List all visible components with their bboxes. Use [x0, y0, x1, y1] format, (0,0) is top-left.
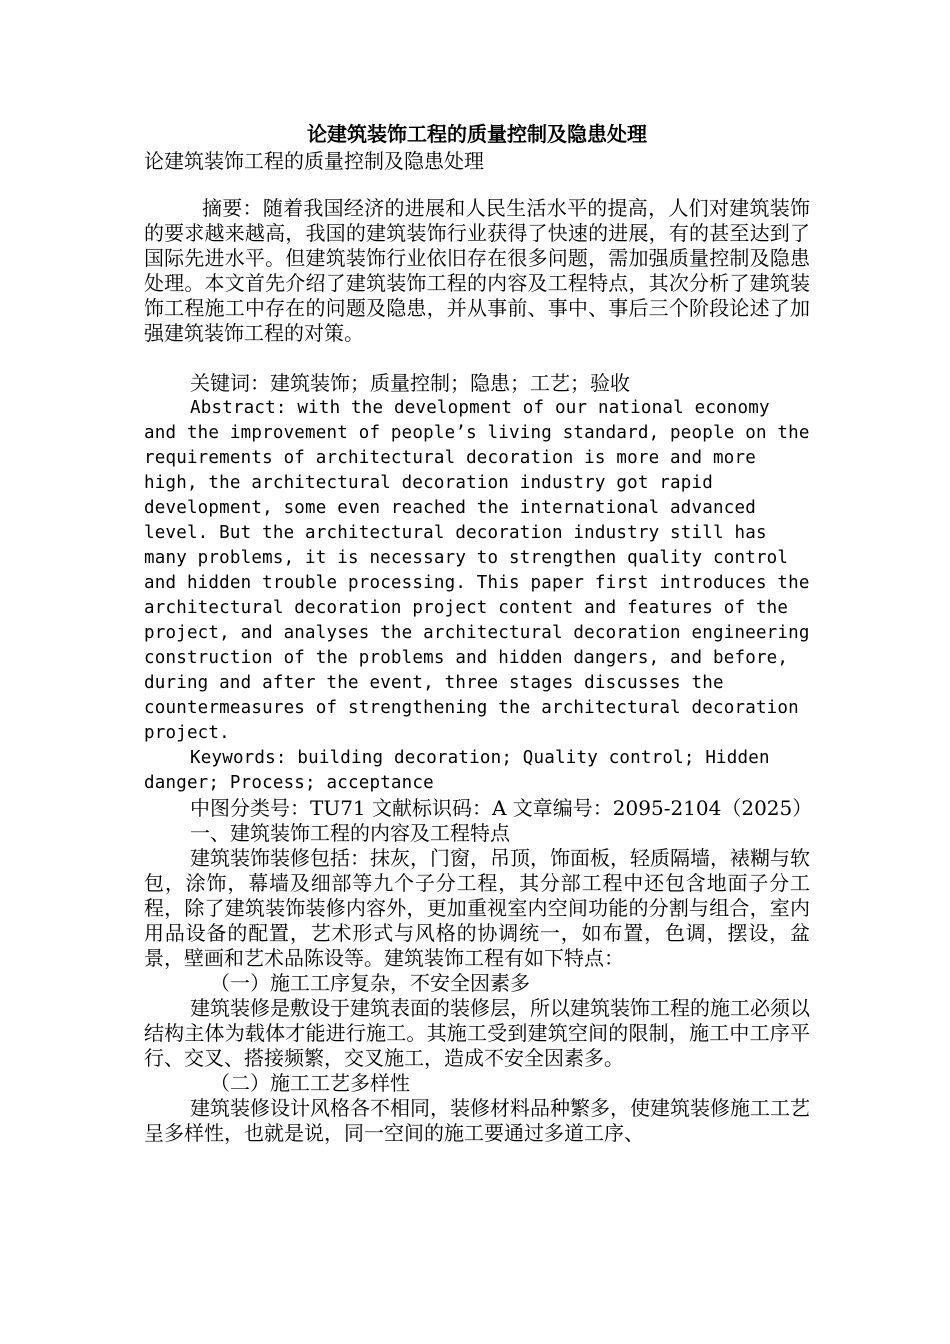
subsection-heading: （一）施工工序复杂，不安全因素多: [210, 971, 530, 995]
document-title: 论建筑装饰工程的质量控制及隐患处理: [307, 122, 647, 146]
subsection-paragraph: 建筑装修是敷设于建筑表面的装修层，所以建筑装饰工程的施工必须以结构主体为载体才能进行施工。其施工受到建筑空间的限制，施工中工序平行、交叉、搭接频繁，交叉施工，造成不安全因素多。: [144, 996, 810, 1070]
keywords-en: Keywords: building decoration; Quality control; Hidden danger; Process; acceptance: [144, 748, 770, 793]
document-subtitle: 论建筑装饰工程的质量控制及隐患处理: [144, 149, 484, 173]
classification-line: 中图分类号：TU71 文献标识码：A 文章编号：2095-2104（2025）: [190, 796, 813, 820]
subsection-heading: （二）施工工艺多样性: [210, 1071, 410, 1095]
abstract-en: Abstract: with the development of our national economy and the improvement of people’s living standard, people on the requirements of architectural decoration is more and more high, the architectural decoration industry got rapid development, some even reached the international advanced level. But the architectural decoration industry still has many problems, it is necessary to strengthen quality control and hidden trouble processing. This paper first introduces the architectural decoration project content and features of the project, and analyses the architectural decoration engineering construction of the problems and hidden dangers, and before, during and after the event, three stages discusses the countermeasures of strengthening the architectural decoration project.: [144, 398, 810, 743]
section-paragraph: 建筑装饰装修包括：抹灰，门窗，吊顶，饰面板，轻质隔墙，裱糊与软包，涂饰，幕墙及细部等九个子分工程，其分部工程中还包含地面子分工程，除了建筑装饰装修内容外，更加重视室内空间功能的分割与组合，室内用品设备的配置，艺术形式与风格的协调统一，如布置，色调，摆设，盆景，壁画和艺术品陈设等。建筑装饰工程有如下特点：: [144, 846, 810, 970]
section-heading: 一、建筑装饰工程的内容及工程特点: [190, 821, 510, 845]
subsection-paragraph: 建筑装修设计风格各不相同，装修材料品种繁多，使建筑装修施工工艺呈多样性，也就是说，同一空间的施工要通过多道工序、: [144, 1096, 810, 1145]
keywords-cn: 关键词：建筑装饰；质量控制；隐患；工艺；验收: [190, 371, 630, 395]
abstract-cn: 摘要：随着我国经济的进展和人民生活水平的提高，人们对建筑装饰的要求越来越高，我国的建筑装饰行业获得了快速的进展，有的甚至达到了国际先进水平。但建筑装饰行业依旧存在很多问题，需加强质量控制及隐患处理。本文首先介绍了建筑装饰工程的内容及工程特点，其次分析了建筑装饰工程施工中存在的问题及隐患，并从事前、事中、事后三个阶段论述了加强建筑装饰工程的对策。: [144, 196, 810, 345]
